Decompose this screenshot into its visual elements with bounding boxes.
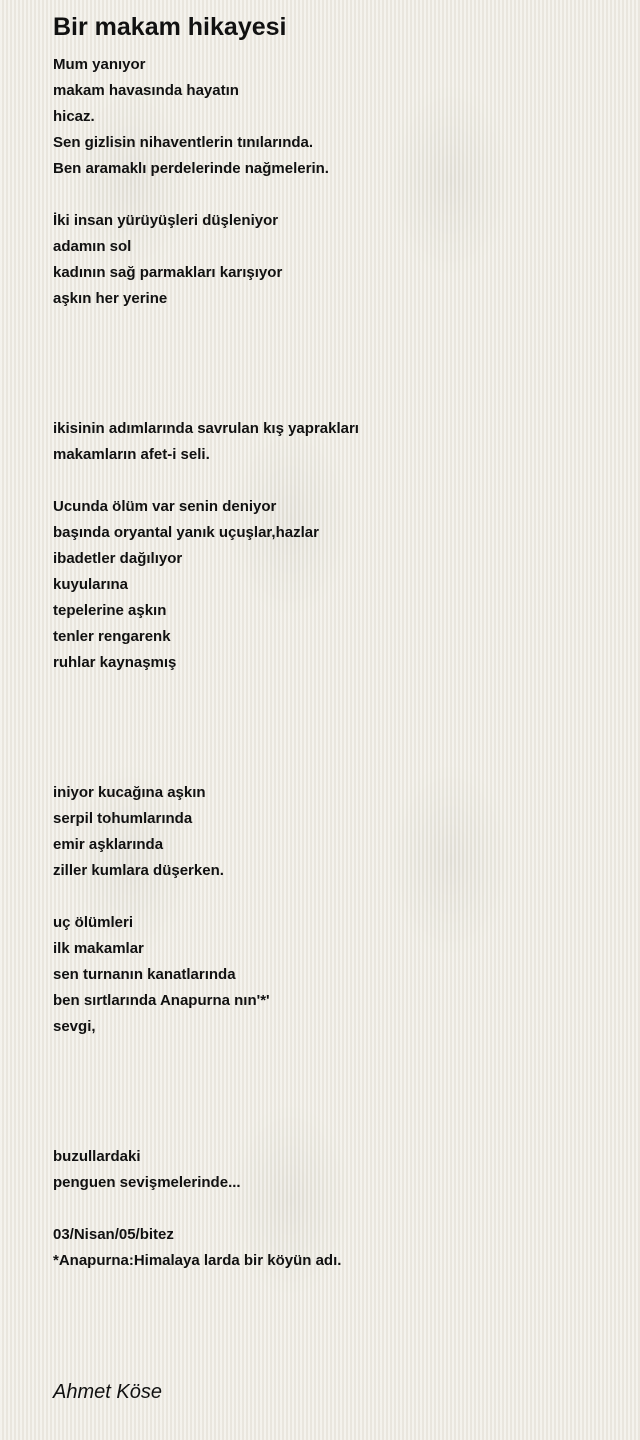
- poem-line: buzullardaki: [53, 1148, 141, 1165]
- poem-line: Ben aramaklı perdelerinde nağmelerin.: [53, 160, 329, 177]
- poem-line: Sen gizlisin nihaventlerin tınılarında.: [53, 134, 314, 151]
- poem-line: [53, 884, 359, 910]
- poem-line: makamların afet-i seli.: [53, 446, 210, 463]
- poem-line: adamın sol: [53, 238, 132, 255]
- poem-title: Bir makam hikayesi: [53, 13, 287, 41]
- poem-line: tenler rengarenk: [53, 628, 171, 645]
- poem-line: [53, 468, 359, 494]
- poem-line: uç ölümleri: [53, 914, 134, 931]
- poem-line: 03/Nisan/05/bitez: [53, 1226, 174, 1243]
- poem-line: [53, 754, 359, 780]
- poem-line: [53, 182, 359, 208]
- poem-line: ilk makamlar: [53, 940, 144, 957]
- poem-line: ruhlar kaynaşmış: [53, 654, 177, 671]
- poem-body: [53, 52, 359, 1274]
- poem-line: [53, 1066, 359, 1092]
- poem-line: aşkın her yerine: [53, 290, 168, 307]
- poem-line: ibadetler dağılıyor: [53, 550, 183, 567]
- poem-line: Ucunda ölüm var senin deniyor: [53, 498, 277, 515]
- poem-line: [53, 312, 359, 338]
- poem-line: penguen sevişmelerinde...: [53, 1174, 241, 1191]
- poem-author: Ahmet Köse: [53, 1381, 162, 1403]
- poem-line: [53, 364, 359, 390]
- poem-line: [53, 728, 359, 754]
- poem-line: serpil tohumlarında: [53, 810, 193, 827]
- poem-line: makam havasında hayatın: [53, 82, 239, 99]
- poem-line: emir aşklarında: [53, 836, 164, 853]
- poem-line: İki insan yürüyüşleri düşleniyor: [53, 212, 279, 229]
- poem-line: sevgi,: [53, 1018, 96, 1035]
- poem-line: kadının sağ parmakları karışıyor: [53, 264, 283, 281]
- poem-line: [53, 702, 359, 728]
- poem-line: [53, 1118, 359, 1144]
- poem-line: Mum yanıyor: [53, 56, 146, 73]
- poem-line: [53, 1040, 359, 1066]
- poem-line: kuyularına: [53, 576, 129, 593]
- poem-line: [53, 1196, 359, 1222]
- poem-line: ziller kumlara düşerken.: [53, 862, 224, 879]
- poem-line: [53, 1092, 359, 1118]
- poem-line: [53, 676, 359, 702]
- poem-line: hicaz.: [53, 108, 95, 125]
- poem-line: ikisinin adımlarında savrulan kış yaprakları: [53, 420, 359, 437]
- poem-line: [53, 390, 359, 416]
- poem-line: başında oryantal yanık uçuşlar,hazlar: [53, 524, 319, 541]
- poem-line: iniyor kucağına aşkın: [53, 784, 206, 801]
- poem-line: ben sırtlarında Anapurna nın'*': [53, 992, 270, 1009]
- poem-line: *Anapurna:Himalaya larda bir köyün adı.: [53, 1252, 342, 1269]
- poem-line: [53, 338, 359, 364]
- poem-line: tepelerine aşkın: [53, 602, 167, 619]
- poem-line: sen turnanın kanatlarında: [53, 966, 236, 983]
